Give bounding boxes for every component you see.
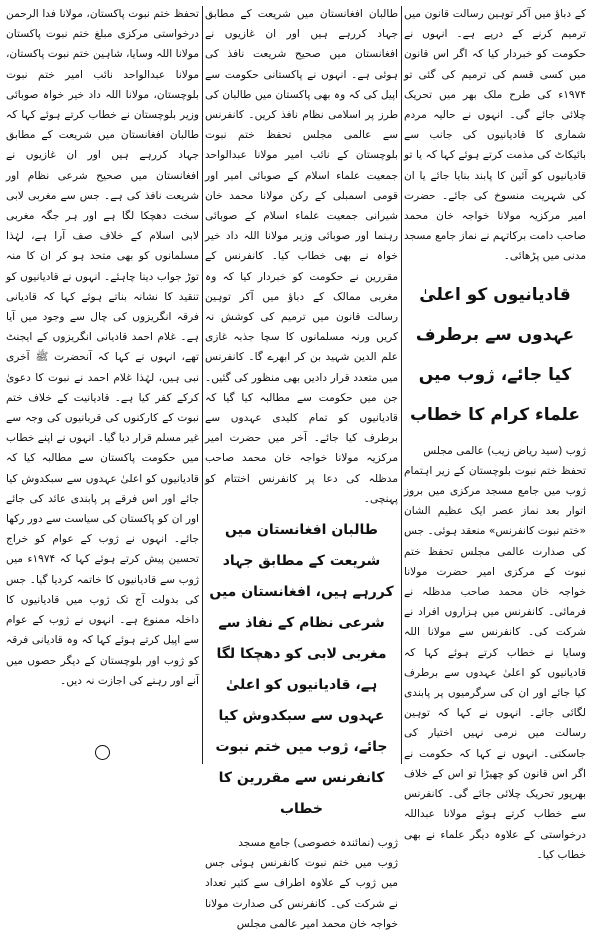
article-text: تحفظ ختم نبوت بلوچستان کے زیر اہتمام ژوب میں جامع مسجد مرکزی میں بروز اتوار بعد نماز عصر ایک عظیم الشان «ختم نبوت کانفرنس» منعقد ہوئی۔ جس کی صدارت عالمی مجلس تحفظ ختم نبوت کے مرکزی امیر حضرت مولانا خواجہ خان محمد صاحب مدظلہ نے فرمائی۔ کانفرنس میں ہزاروں افراد نے شرکت کی۔ کانفرنس سے مولانا اللہ وسایا نے خطاب کرتے ہوئے کہا کہ قادیانیوں کو اعلیٰ عہدوں سے برطرف کیا جائے اور ان کی سرگرمیوں پر پابندی لگائی جائے۔ انہوں نے کہا کہ توہین رسالت میں نرمی نہیں اختیار کی جاسکتی۔ انہوں نے کہا کہ حکومت نے اگر اس قانون کو چھیڑا تو اس کے خلاف بھرپور تحریک چلائی جائے گی۔ کانفرنس سے خطاب کرتے ہوئے مولانا عبداللہ درخواستی کے علاوہ دیگر علماء نے بھی خطاب کیا۔ <box>404 464 586 861</box>
circle-mark <box>95 745 110 760</box>
article-text: ژوب میں ختم نبوت کانفرنس ہوئی جس میں ژوب کے علاوہ اطراف سے کثیر تعداد نے شرکت کی۔ کانفرنس کی صدارت مولانا خواجہ خان محمد امیر عالمی مجلس <box>205 857 398 930</box>
column-left <box>6 4 199 766</box>
headline: طالبان افغانستان میں شریعت کے مطابق جہاد کررہے ہیں، افغانستان میں شرعی نظام کے نفاذ سے مغربی لابی کو دھچکا لگا ہے، قادیانیوں کو اعلیٰ عہدوں سے سبکدوش کیا جائے، ژوب میں ختم نبوت کانفرنس سے مقررین کا خطاب <box>209 522 394 818</box>
column-right <box>404 4 586 861</box>
column-divider <box>401 6 402 764</box>
article-text: کے دباؤ میں آکر توہین رسالت قانون میں ترمیم کرنے کے درپے ہے۔ انہوں نے حکومت کو خبردار کیا کہ اگر اس قانون میں کسی قسم کی ترمیم کی گئی تو ۱۹۷۴ء کی طرح ملک بھر میں تحریک چلائی جائے گی۔ انہوں نے حالیہ مردم شماری کا قادیانیوں کی جانب سے بائیکاٹ کی مذمت کرتے ہوئے کہا کہ یا تو قادیانیوں کو آئین کا پابند بنایا جائے یا ان کی شہریت منسوخ کی جائے۔ حضرت امیر مرکزیہ مولانا خواجہ خان محمد صاحب دامت برکاتہم نے نماز جامع مسجد مدنی میں پڑھائی۔ <box>404 8 586 263</box>
headline: قادیانیوں کو اعلیٰ عہدوں سے برطرف کیا جائے، ژوب میں علماء کرام کا خطاب <box>409 284 581 425</box>
article-text: طالبان افغانستان میں شریعت کے مطابق جہاد کررہے ہیں اور ان غازیوں نے افغانستان میں صحیح شریعت نافذ کی ہوئی ہے۔ انہوں نے پاکستانی حکومت سے اپیل کی کہ وہ بھی پاکستان میں طالبان کی طرز پر اسلامی نظام نافذ کریں۔ کانفرنس سے عالمی مجلس تحفظ ختم نبوت بلوچستان کے نائب امیر مولانا عبدالواحد جمعیت علماء اسلام کے صوبائی امیر اور قومی اسمبلی کے رکن مولانا محمد خان شیرانی جمعیت علماء اسلام کے صوبائی رہنما اور صوبائی وزیر مولانا اللہ داد خیر خواہ نے بھی خطاب کیا۔ کانفرنس کے مقررین نے حکومت کو خبردار کیا کہ وہ مغربی ممالک کے دباؤ میں آکر توہین رسالت قانون میں ترمیم کی کوشش نہ کریں ورنہ مسلمانوں کا سچا جذبہ غازی علم الدین شہید بن کر ابھرے گا۔ کانفرنس میں متعدد قرار دادیں بھی منظور کی گئیں۔ جن میں حکومت سے مطالبہ کیا گیا کہ قادیانیوں کو تمام کلیدی عہدوں سے برطرف کیا جائے۔ آخر میں حضرت امیر مرکزیہ مولانا خواجہ خان محمد صاحب مدظلہ کی دعا پر کانفرنس اختتام کو پہنچی۔ <box>205 8 398 505</box>
column-divider <box>202 6 203 764</box>
article-text: تحفظ ختم نبوت پاکستان، مولانا فدا الرحمن درخواستی مرکزی مبلغ ختم نبوت پاکستان مولانا اللہ وسایا، شاہین ختم نبوت پاکستان، مولانا عبدالواحد نائب امیر ختم نبوت بلوچستان، مولانا اللہ داد خیر خواہ صوبائی وزیر بلوچستان نے خطاب کرتے ہوئے کہا کہ طالبان افغانستان میں شریعت کے مطابق جہاد کررہے ہیں اور ان غازیوں نے افغانستان میں صحیح شرعی نظام اور شریعت نافذ کی ہے۔ جس سے مغربی لابی سخت دھچکا لگا ہے اور ہر جگہ مغربی لابی اسلام کے خلاف صف آرا ہے، لہٰذا مسلمانوں کو بھی متحد ہو کر ان کا منہ توڑ جواب دینا چاہئے۔ انہوں نے قادیانیوں کو تنقید کا نشانہ بناتے ہوئے کہا کہ قادیانی فرقہ انگریزوں کی چال سے وجود میں آیا ہے۔ غلام احمد قادیانی انگریزوں کے ایجنٹ تھے، انہوں نے کہا کہ آنحضرت ﷺ آخری نبی ہیں، لہٰذا غلام احمد نے نبوت کا دعویٰ کرکے کفر کیا ہے۔ قادیانیت کے خلاف ختم نبوت کے کارکنوں کی قربانیوں کی وجہ سے غیر مسلم قرار دیا گیا۔ انہوں نے اپنے خطاب میں حکومت پاکستان سے مطالبہ کیا کہ قادیانیوں کو اعلیٰ عہدوں سے سبکدوش کیا جائے اور اس فرقے پر پابندی عائد کی جائے اور ان کو پاکستان کی سیاست سے دور رکھا جائے۔ انہوں نے ژوب کے عوام کو خراج تحسین پیش کرتے ہوئے کہا کہ ۱۹۷۴ء میں ژوب سے قادیانیوں کا خاتمہ کردیا گیا۔ جس کی بدولت آج تک ژوب میں قادیانیوں کا داخلہ ممنوع ہے۔ انہوں نے ژوب کے عوام سے اپیل کرتے ہوئے کہا کہ وہ قادیانی فرقہ کو ژوب اور بلوچستان کے دیگر حصوں میں آنے اور رہنے کی اجازت نہ دیں۔ <box>6 8 199 687</box>
dateline: ژوب (سید ریاض زیب) عالمی مجلس <box>423 444 586 457</box>
dateline: ژوب (نمائندہ خصوصی) جامع مسجد <box>238 837 398 850</box>
column-middle <box>205 4 398 930</box>
